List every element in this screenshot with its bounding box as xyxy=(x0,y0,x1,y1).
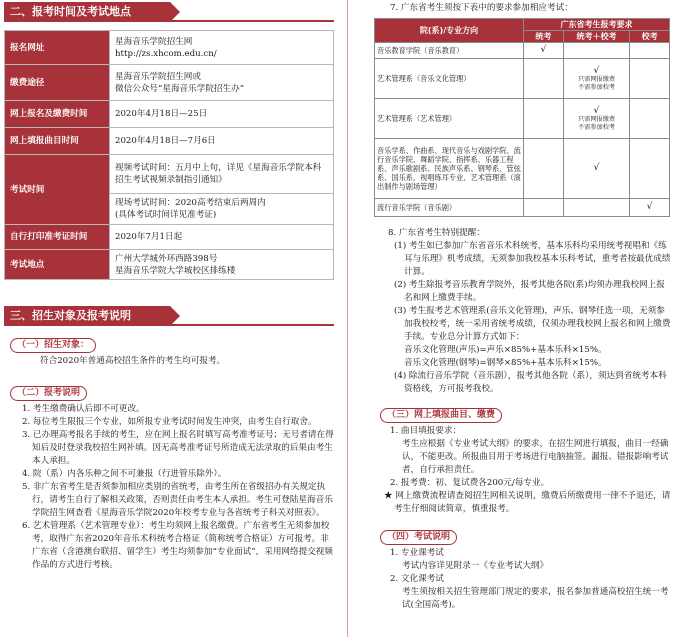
col-header: 统考＋校考 xyxy=(563,31,629,43)
list-item: (4) 除流行音乐学院（音乐剧），报考其他各院（系），须达到省统考本科资格线，方可报考我校。 xyxy=(394,371,667,394)
row-value: 现场考试时间：2020高考结束后两周内 (具体考试时间详见准考证) xyxy=(110,194,334,225)
empty-cell xyxy=(524,59,564,99)
row-value: 2020年7月1日起 xyxy=(110,225,334,250)
column-divider xyxy=(347,0,348,637)
check-mark: √ xyxy=(593,105,600,116)
table-row xyxy=(375,43,670,59)
left-column xyxy=(4,2,334,572)
empty-cell xyxy=(524,99,564,139)
list-item: 1. 考生缴费确认后即不可更改。 xyxy=(22,404,145,414)
dept-cell: 流行音乐学院（音乐剧） xyxy=(375,199,524,217)
table-row xyxy=(5,65,334,101)
table-row xyxy=(5,250,334,280)
dept-cell: 艺术管理系（音乐文化管理） xyxy=(375,59,524,99)
row-key: 报名网址 xyxy=(5,31,110,65)
requirements-table xyxy=(374,18,670,217)
table-row xyxy=(5,225,334,250)
table-header-row xyxy=(375,19,670,31)
list-item: 6. 艺术管理系（艺术管理专业）：考生均须网上报名缴费。广东省考生无须参加校考，取得广东省2020年音乐术科统考合格证（简称统考合格证）方可报考。非广东省（含港澳台联招、留学生）考生均须参加“专业面试”，采用网络提交视频作品的方式进行考核。 xyxy=(22,521,333,570)
schedule-table xyxy=(4,30,334,280)
row-value: 广州大学城外环西路398号 星海音乐学院大学城校区排练楼 xyxy=(110,250,334,280)
item-8-heading: 8. 广东省考生特别提醒： xyxy=(388,228,485,238)
list-item: 考生须按相关招生管理部门规定的要求，报名参加普通高校招生统一考试(全国高考)。 xyxy=(402,587,669,610)
dept-header: 院(系)/专业方向 xyxy=(375,19,524,43)
empty-cell xyxy=(630,139,670,199)
empty-cell xyxy=(630,43,670,59)
row-value: 星海音乐学院招生网 http://zs.xhcom.edu.cn/ xyxy=(110,31,334,65)
list-item: 1. 曲目填报要求： xyxy=(390,426,462,436)
row-key: 考试地点 xyxy=(5,250,110,280)
item-7: 7. 广东省考生须按下表中的要求参加相应考试： xyxy=(390,3,573,13)
dept-cell: 音乐学系、作曲系、现代音乐与戏剧学院、流行音乐学院、舞蹈学院、指挥系、乐器工程系、声乐歌剧系、民族声乐系、钢琴系、管弦系、国乐系、视唱练耳专业、艺术管理系（演出制作与剧场管理） xyxy=(375,139,524,199)
table-row xyxy=(5,31,334,65)
notice-item: ★ 网上缴费流程请查阅招生网相关说明，缴费后所缴费用一律不予退还，请考生仔细阅读简章，慎重报考。 xyxy=(384,491,671,514)
list-item: 考生应根据《专业考试大纲》的要求，在招生网进行填报，曲目一经确认，不能更改。所报曲目用于考场进行电脑抽签。漏报、错报影响考试者，自行承担责任。 xyxy=(402,439,669,475)
list-item: 1. 专业课考试 xyxy=(390,548,444,558)
list-item: 2. 文化课考试 xyxy=(390,574,444,584)
row-value: 2020年4月18日—7月6日 xyxy=(110,128,334,155)
table-row xyxy=(375,199,670,217)
check-mark: √ xyxy=(630,199,670,217)
check-mark: √ xyxy=(563,139,629,199)
check-mark: √ xyxy=(524,43,564,59)
right-column xyxy=(374,2,672,612)
check-cell xyxy=(563,99,629,139)
section-2-heading: 二、报考时间及考试地点 xyxy=(4,2,170,22)
list-item: 4. 院（系）内各乐种之间不可兼报（行进管乐除外）。 xyxy=(22,469,227,479)
table-row xyxy=(5,128,334,155)
dept-cell: 艺术管理系（艺术管理） xyxy=(375,99,524,139)
empty-cell xyxy=(630,99,670,139)
empty-cell xyxy=(563,199,629,217)
formula-line: 音乐文化管理(钢琴)=钢琴×85%+基本乐科×15%。 xyxy=(404,358,607,368)
list-item: (2) 考生除报考音乐教育学院外，报考其他各院(系)均须办理我校网上报名和网上缴费手续。 xyxy=(394,280,665,303)
list-item: 考试内容详见附录一《专业考试大纲》 xyxy=(402,561,549,571)
row-key: 考试时间 xyxy=(5,155,110,225)
empty-cell xyxy=(524,139,564,199)
row-value: 星海音乐学院招生网或 微信公众号“星海音乐学院招生办” xyxy=(110,65,334,101)
table-row xyxy=(375,99,670,139)
exam-heading: （四）考试说明 xyxy=(380,530,457,545)
list-item: 3. 已办理高考报名手续的考生，应在网上报名时填写高考准考证号；无号者请在得知后及时登录我校招生网补填。因无高考准考证号所造成无法录取的后果由考生本人承担。 xyxy=(22,430,334,466)
formula-line: 音乐文化管理(声乐)=声乐×85%+基本乐科×15%。 xyxy=(404,345,607,355)
note-text: 只需网报缴费 不需参加校考 xyxy=(577,115,616,131)
list-item: (1) 考生如已参加广东省音乐术科统考，基本乐科均采用统考视唱和《练耳与乐理》机考成绩，无须参加我校基本乐科考试，重考者按最优成绩计算。 xyxy=(394,241,671,277)
list-item: 5. 非广东省考生是否须参加相应类别的省统考，由考生所在省级招办有关规定执行，请考生自行了解相关政策，否则责任由考生本人承担。考生可登陆星海音乐学院招生网查看《星海音乐学院2020年校考专业与各省统考子科关对照表》。 xyxy=(22,482,333,518)
row-value: 2020年4月18日—25日 xyxy=(110,101,334,128)
table-row xyxy=(5,155,334,194)
note-text: 只需网报缴费 不需参加校考 xyxy=(577,75,616,91)
row-key: 网上报名及缴费时间 xyxy=(5,101,110,128)
section-3-heading: 三、招生对象及报考说明 xyxy=(4,306,170,326)
target-heading: （一）招生对象： xyxy=(10,338,96,353)
list-item: 2. 报考费：初、复试费各200元/每专业。 xyxy=(390,478,550,488)
row-key: 自行打印准考证时间 xyxy=(5,225,110,250)
notes-heading: （二）报考说明 xyxy=(10,386,87,401)
empty-cell xyxy=(524,199,564,217)
fees-heading: （三）网上填报曲目、缴费 xyxy=(380,408,502,423)
table-row xyxy=(375,139,670,199)
empty-cell xyxy=(563,43,629,59)
list-item: (3) 考生报考艺术管理系(音乐文化管理)，声乐、钢琴任选一项，无须参加我校校考，统一采用省统考成绩，仅须办理我校网上报名和网上缴费手续。专业总分计算方式如下： xyxy=(394,306,671,342)
group-header: 广东省考生报考要求 xyxy=(524,19,670,31)
check-cell xyxy=(563,59,629,99)
list-item: 2. 每位考生限报三个专业，如所报专业考试时间发生冲突，由考生自行取舍。 xyxy=(22,417,317,427)
dept-cell: 音乐教育学院（音乐教育） xyxy=(375,43,524,59)
row-key: 缴费途径 xyxy=(5,65,110,101)
empty-cell xyxy=(630,59,670,99)
check-mark: √ xyxy=(593,65,600,76)
col-header: 校考 xyxy=(630,31,670,43)
target-text: 符合2020年普通高校招生条件的考生均可报考。 xyxy=(40,356,226,366)
table-row xyxy=(5,101,334,128)
col-header: 统考 xyxy=(524,31,564,43)
row-key: 网上填报曲目时间 xyxy=(5,128,110,155)
table-row xyxy=(375,59,670,99)
row-value: 视频考试时间：五月中上旬，详见《星海音乐学院本科招生考试视频录制指引通知》 xyxy=(110,155,334,194)
